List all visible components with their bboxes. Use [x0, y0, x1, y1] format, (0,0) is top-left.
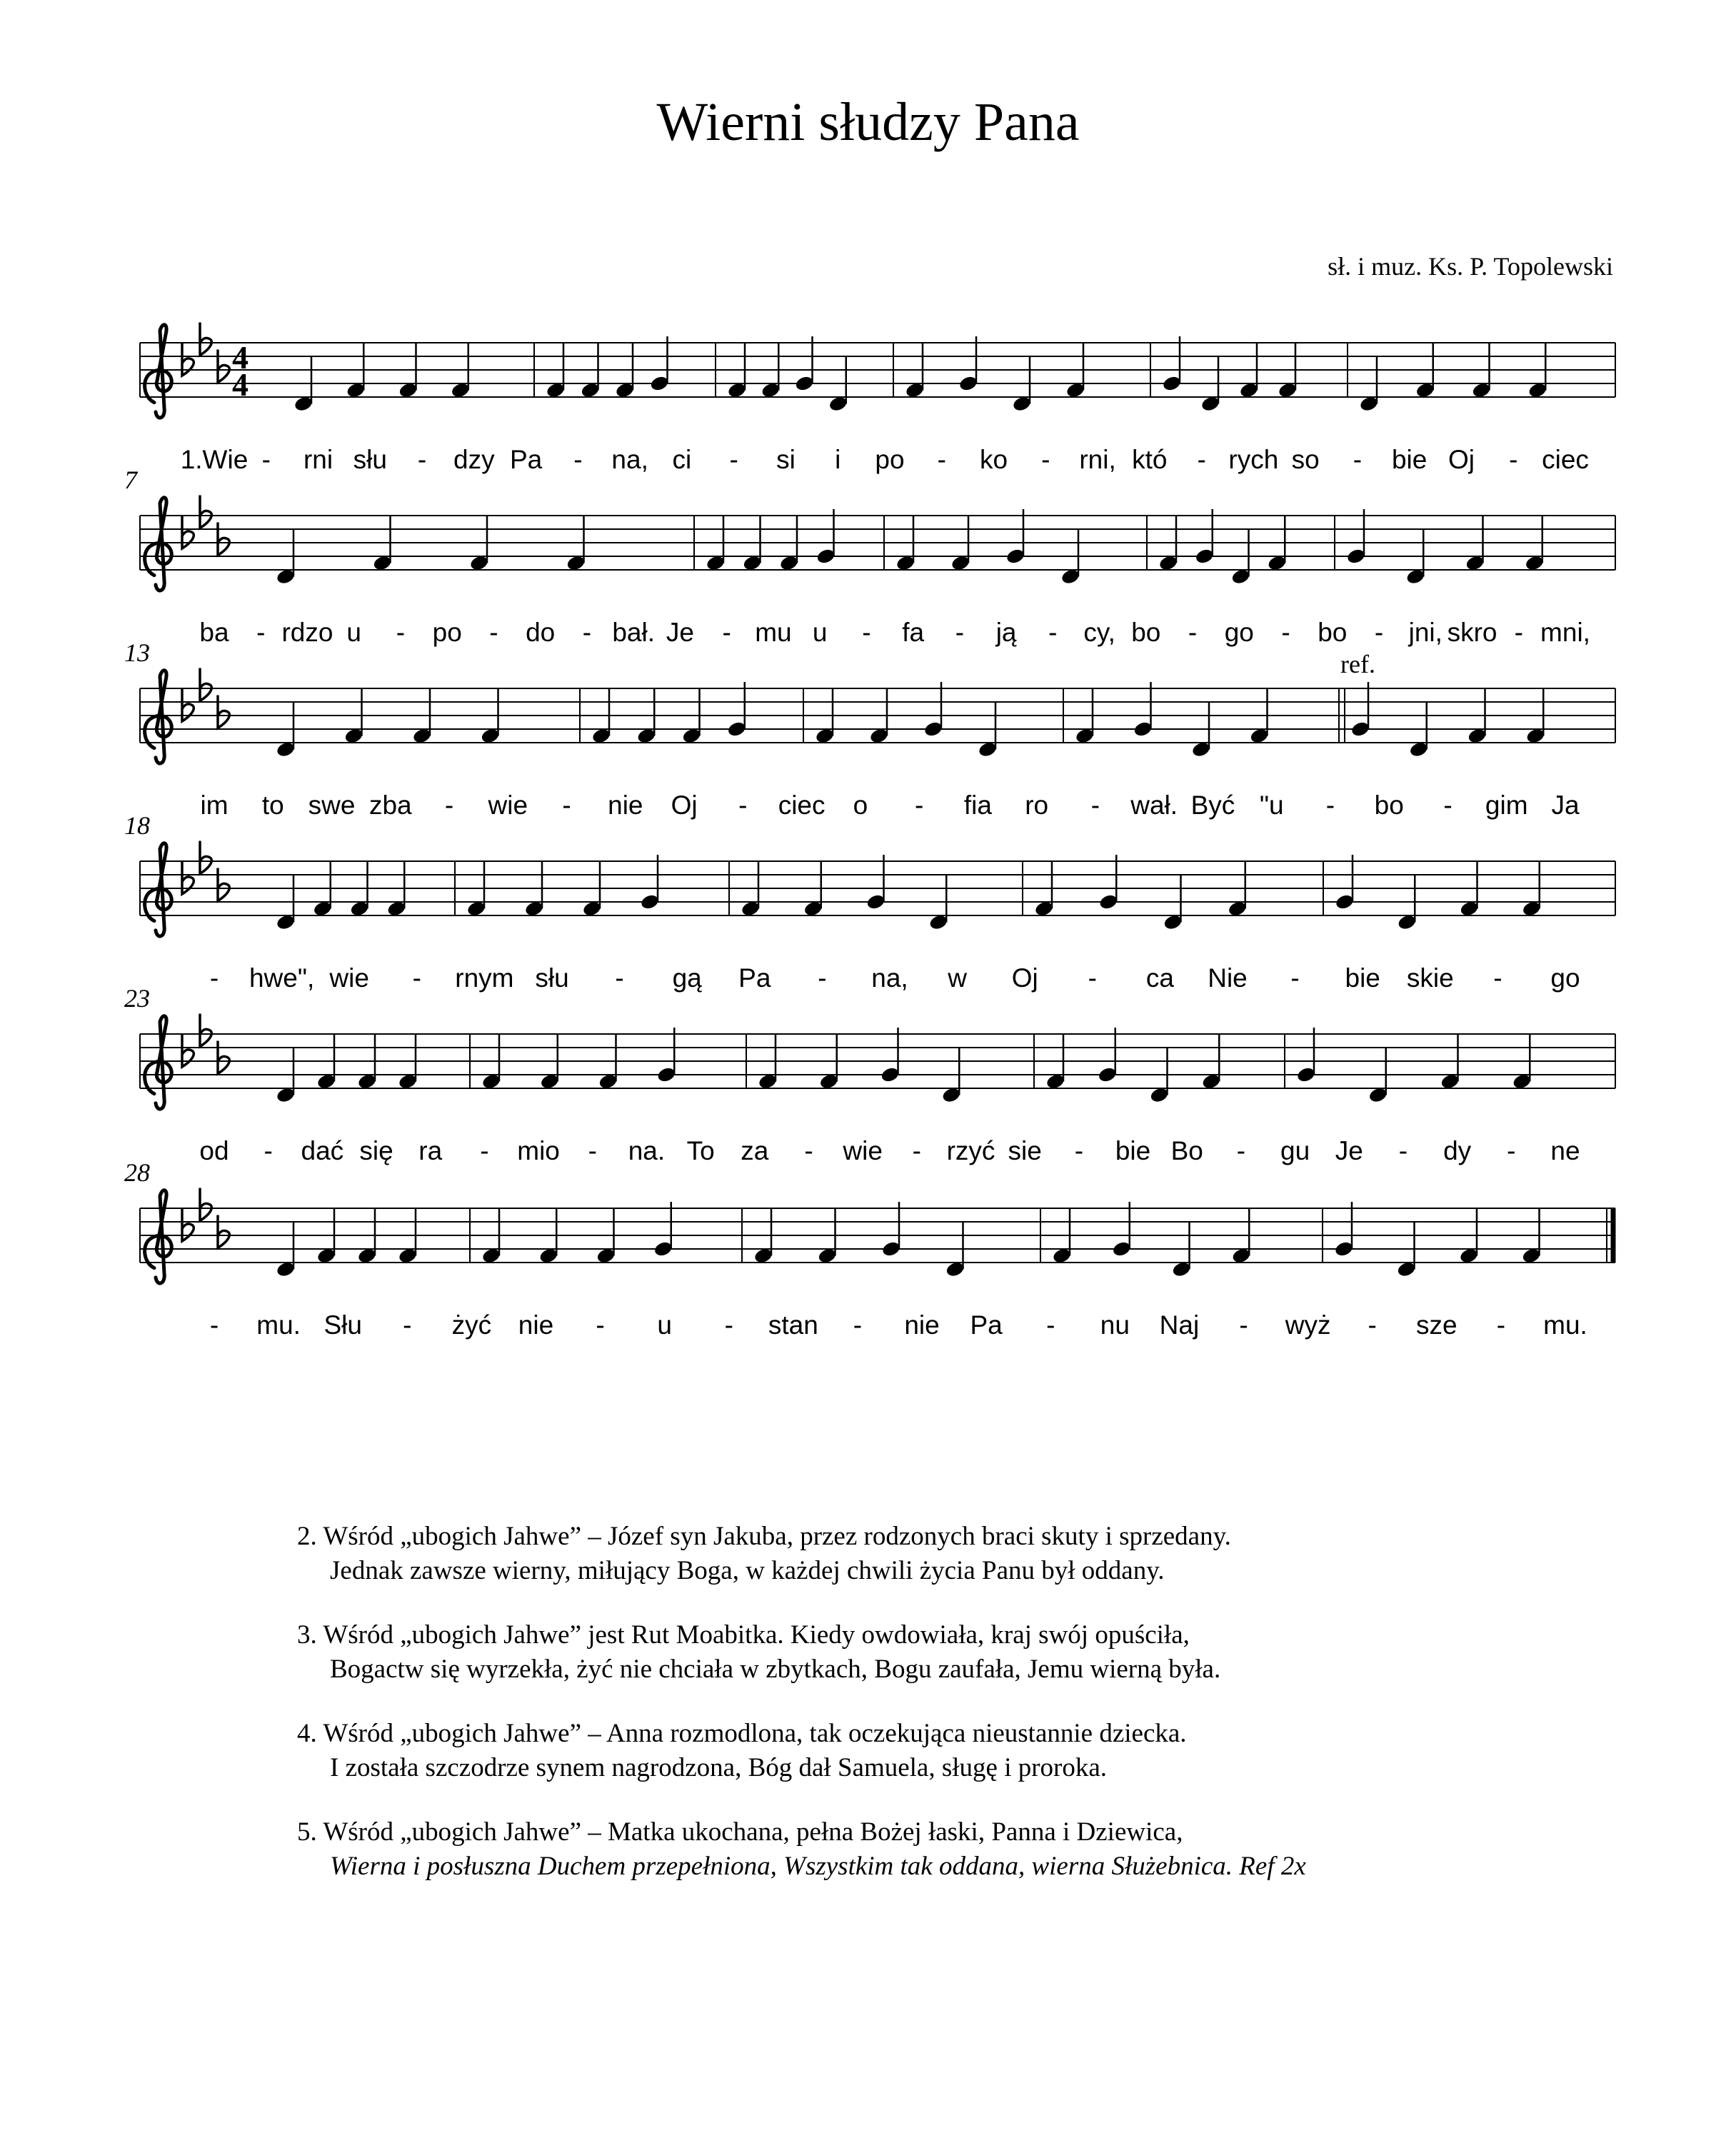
- lyric-syllable: -: [1398, 1136, 1408, 1165]
- verses-block: [297, 1520, 1306, 1914]
- flat-icon: [200, 496, 211, 528]
- flat-icon: [200, 668, 211, 701]
- flat-icon: [200, 1014, 211, 1047]
- lyric-syllable: -: [412, 963, 421, 993]
- lyric-syllable: skie: [1406, 963, 1454, 993]
- lyric-syllable: i: [835, 445, 841, 474]
- lyric-syllable: -: [729, 445, 738, 474]
- lyric-syllable: mu.: [256, 1310, 301, 1340]
- lyric-syllable: -: [1496, 1310, 1506, 1340]
- lyric-syllable: od: [199, 1136, 229, 1165]
- lyric-syllable: -: [1353, 445, 1363, 474]
- lyric-syllable: mu.: [1543, 1310, 1587, 1340]
- lyric-syllable: bie: [1391, 445, 1428, 474]
- lyric-syllable: -: [1493, 963, 1502, 993]
- lyric-syllable: na.: [628, 1136, 666, 1165]
- lyric-syllable: u: [657, 1310, 672, 1340]
- lyric-syllable: wyż: [1285, 1310, 1331, 1340]
- lyric-syllable: skro: [1447, 618, 1497, 647]
- lyric-syllable: -: [912, 1136, 922, 1165]
- lyric-syllable: Bo: [1170, 1136, 1203, 1165]
- lyric-syllable: u: [346, 618, 362, 647]
- lyric-syllable: -: [853, 1310, 863, 1340]
- lyric-syllable: -: [1290, 963, 1300, 993]
- lyric-syllable: -: [596, 1310, 605, 1340]
- refrain-label: ref.: [1340, 650, 1375, 678]
- lyric-syllable: -: [209, 1310, 219, 1340]
- flat-icon: [182, 1208, 194, 1241]
- lyric-syllable: Pa: [970, 1310, 1003, 1340]
- lyric-syllable: bo: [1374, 791, 1404, 820]
- lyric-syllable: -: [1443, 791, 1452, 820]
- lyric-syllable: dać: [301, 1136, 344, 1165]
- lyric-syllable: bie: [1345, 963, 1380, 993]
- flat-icon: [200, 1188, 211, 1221]
- author-credit: sł. i muz. Ks. P. Topolewski: [1328, 252, 1613, 281]
- lyric-syllable: rych: [1228, 445, 1279, 474]
- treble-clef-icon: [145, 325, 172, 418]
- lyric-syllable: ca: [1145, 963, 1174, 993]
- lyric-syllable: któ: [1132, 445, 1168, 474]
- lyric-syllable: mio: [517, 1136, 560, 1165]
- lyric-syllable: wie: [488, 791, 528, 820]
- lyric-syllable: -: [914, 791, 924, 820]
- flat-icon: [182, 343, 194, 376]
- lyric-syllable: zba: [368, 791, 412, 820]
- lyric-syllable: rni: [303, 445, 333, 474]
- time-signature-numerator: 4: [232, 339, 249, 376]
- lyric-syllable: gu: [1280, 1136, 1310, 1165]
- lyric-syllable: -: [396, 618, 406, 647]
- lyric-syllable: gą: [672, 963, 702, 993]
- lyric-syllable: wie: [329, 963, 369, 993]
- lyric-syllable: -: [722, 618, 731, 647]
- verse-line: 2. Wśród „ubogich Jahwe” – Józef syn Jakuba, przez rodzonych braci skuty i sprzedany.: [297, 1522, 1231, 1551]
- lyric-syllable: im: [200, 791, 229, 820]
- lyric-syllable: -: [264, 1136, 273, 1165]
- verse: [297, 1618, 1306, 1687]
- lyric-syllable: Je: [1335, 1136, 1363, 1165]
- flat-icon: [218, 523, 229, 556]
- lyric-syllable: -: [955, 618, 965, 647]
- lyric-syllable: bo: [1131, 618, 1161, 647]
- lyric-syllable: na,: [871, 963, 908, 993]
- lyric-syllable: za: [741, 1136, 769, 1165]
- lyric-syllable: ro: [1025, 791, 1049, 820]
- lyric-syllable: -: [489, 618, 498, 647]
- lyric-syllable: Pa: [738, 963, 771, 993]
- measure-number: 23: [124, 984, 150, 1013]
- lyric-syllable: -: [480, 1136, 489, 1165]
- lyric-syllable: -: [1507, 1136, 1516, 1165]
- lyric-syllable: -: [417, 445, 427, 474]
- lyric-syllable: w: [948, 963, 967, 993]
- flat-icon: [218, 1041, 229, 1074]
- lyric-syllable: Nie: [1208, 963, 1248, 993]
- lyric-syllable: Słu: [323, 1310, 362, 1340]
- lyric-syllable: mni,: [1540, 618, 1590, 647]
- lyric-syllable: Ja: [1551, 791, 1580, 820]
- verse-line: Bogactw się wyrzekła, żyć nie chciała w zbytkach, Bogu zaufała, Jemu wierną była.: [330, 1655, 1221, 1684]
- lyric-syllable: nu: [1100, 1310, 1130, 1340]
- lyric-syllable: -: [615, 963, 624, 993]
- lyric-syllable: -: [1236, 1136, 1246, 1165]
- lyric-syllable: u: [812, 618, 828, 647]
- lyric-syllable: -: [261, 445, 271, 474]
- lyric-syllable: rni,: [1079, 445, 1116, 474]
- lyric-syllable: ją: [995, 618, 1017, 647]
- lyric-syllable: nie: [608, 791, 643, 820]
- lyric-syllable: -: [818, 963, 827, 993]
- lyric-syllable: -: [1374, 618, 1384, 647]
- lyric-syllable: -: [1368, 1310, 1377, 1340]
- lyric-syllable: rzyć: [946, 1136, 995, 1165]
- flat-icon: [218, 1215, 229, 1248]
- lyric-syllable: cy,: [1083, 618, 1115, 647]
- lyric-syllable: -: [582, 618, 592, 647]
- lyric-syllable: to: [261, 791, 284, 820]
- flat-icon: [218, 696, 229, 728]
- flat-icon: [218, 868, 229, 901]
- verse-line: Wierna i posłuszna Duchem przepełniona, Wszystkim tak oddana, wierna Służebnica. Ref 2x: [330, 1852, 1306, 1881]
- lyric-syllable: To: [686, 1136, 715, 1165]
- verse-line: 5. Wśród „ubogich Jahwe” – Matka ukochana, pełna Bożej łaski, Panna i Dziewica,: [297, 1817, 1183, 1847]
- treble-clef-icon: [145, 498, 172, 591]
- lyric-syllable: go: [1550, 963, 1580, 993]
- lyric-syllable: -: [1074, 1136, 1084, 1165]
- lyric-syllable: -: [1281, 618, 1290, 647]
- lyric-syllable: -: [209, 963, 219, 993]
- lyric-syllable: Oj: [1011, 963, 1038, 993]
- lyric-syllable: -: [573, 445, 583, 474]
- verse-line: 3. Wśród „ubogich Jahwe” jest Rut Moabitka. Kiedy owdowiała, kraj swój opuściła,: [297, 1620, 1190, 1650]
- lyric-syllable: swe: [308, 791, 356, 820]
- lyric-syllable: Oj: [671, 791, 698, 820]
- lyric-syllable: bie: [1115, 1136, 1151, 1165]
- measure-number: 28: [124, 1158, 150, 1187]
- lyric-syllable: słu: [353, 445, 387, 474]
- lyric-syllable: gim: [1485, 791, 1528, 820]
- flat-icon: [218, 350, 229, 383]
- lyric-syllable: sze: [1416, 1310, 1457, 1340]
- lyric-syllable: -: [1509, 445, 1518, 474]
- lyric-syllable: bo: [1318, 618, 1348, 647]
- lyric-syllable: Je: [666, 618, 694, 647]
- measure-number: 18: [124, 811, 150, 840]
- treble-clef-icon: [145, 1016, 172, 1109]
- treble-clef-icon: [145, 1190, 172, 1283]
- lyric-syllable: dzy: [453, 445, 495, 474]
- lyric-syllable: rdzo: [281, 618, 333, 647]
- lyric-syllable: -: [1188, 618, 1198, 647]
- lyric-syllable: -: [588, 1136, 597, 1165]
- lyric-syllable: -: [937, 445, 946, 474]
- verse: [297, 1815, 1306, 1884]
- lyric-syllable: wie: [843, 1136, 883, 1165]
- lyric-syllable: -: [1041, 445, 1050, 474]
- lyric-syllable: -: [804, 1136, 813, 1165]
- lyric-syllable: -: [1046, 1310, 1055, 1340]
- lyric-syllable: ba: [199, 618, 229, 647]
- lyric-syllable: 1.Wie: [180, 445, 249, 474]
- lyric-syllable: po: [875, 445, 905, 474]
- lyric-syllable: stan: [768, 1310, 818, 1340]
- lyric-syllable: na,: [611, 445, 648, 474]
- lyric-syllable: słu: [535, 963, 569, 993]
- lyric-syllable: mu: [755, 618, 792, 647]
- lyric-syllable: -: [738, 791, 748, 820]
- lyric-syllable: fia: [963, 791, 992, 820]
- lyric-syllable: "u: [1259, 791, 1284, 820]
- lyric-syllable: żyć: [451, 1310, 492, 1340]
- lyric-syllable: się: [359, 1136, 393, 1165]
- lyric-syllable: o: [853, 791, 868, 820]
- lyric-syllable: ci: [672, 445, 692, 474]
- lyric-syllable: si: [776, 445, 796, 474]
- lyric-syllable: nie: [904, 1310, 940, 1340]
- lyric-syllable: ne: [1550, 1136, 1580, 1165]
- lyric-syllable: so: [1291, 445, 1320, 474]
- lyric-syllable: -: [724, 1310, 733, 1340]
- lyric-syllable: -: [1197, 445, 1206, 474]
- lyric-syllable: jni,: [1408, 618, 1443, 647]
- lyric-syllable: do: [526, 618, 556, 647]
- lyric-syllable: Pa: [509, 445, 543, 474]
- verse-line: I została szczodrze synem nagrodzona, Bóg dał Samuela, sługę i proroka.: [330, 1753, 1108, 1782]
- flat-icon: [182, 1034, 194, 1067]
- verse: [297, 1717, 1306, 1785]
- lyric-syllable: fa: [902, 618, 925, 647]
- lyric-syllable: ra: [418, 1136, 443, 1165]
- lyric-syllable: -: [1514, 618, 1523, 647]
- flat-icon: [182, 516, 194, 548]
- flat-icon: [200, 841, 211, 874]
- lyric-syllable: sie: [1008, 1136, 1042, 1165]
- lyric-syllable: ciec: [778, 791, 826, 820]
- lyric-syllable: bał.: [612, 618, 656, 647]
- measure-number: 13: [124, 638, 150, 667]
- lyric-syllable: -: [444, 791, 454, 820]
- verse-line: 4. Wśród „ubogich Jahwe” – Anna rozmodlona, tak oczekująca nieustannie dziecka.: [297, 1719, 1187, 1748]
- treble-clef-icon: [145, 843, 172, 936]
- time-signature-denominator: 4: [232, 366, 249, 403]
- lyric-syllable: -: [1239, 1310, 1248, 1340]
- lyric-syllable: -: [562, 791, 571, 820]
- lyric-syllable: -: [1090, 791, 1100, 820]
- flat-icon: [200, 323, 211, 356]
- song-title: Wierni słudzy Pana: [656, 92, 1080, 152]
- lyric-syllable: -: [1088, 963, 1097, 993]
- lyric-syllable: Być: [1190, 791, 1235, 820]
- lyric-syllable: Oj: [1447, 445, 1475, 474]
- flat-icon: [182, 688, 194, 721]
- lyric-syllable: dy: [1443, 1136, 1472, 1165]
- lyric-syllable: -: [1325, 791, 1335, 820]
- lyric-syllable: -: [862, 618, 871, 647]
- lyric-syllable: -: [1048, 618, 1058, 647]
- verse-line: Jednak zawsze wierny, miłujący Boga, w każdej chwili życia Panu był oddany.: [330, 1556, 1165, 1585]
- lyric-syllable: po: [432, 618, 462, 647]
- lyric-syllable: nie: [518, 1310, 554, 1340]
- lyric-syllable: go: [1224, 618, 1254, 647]
- lyric-syllable: hwe",: [249, 963, 315, 993]
- verse: [297, 1520, 1306, 1588]
- flat-icon: [182, 861, 194, 894]
- lyric-syllable: ko: [979, 445, 1008, 474]
- lyric-syllable: -: [403, 1310, 412, 1340]
- lyric-syllable: -: [256, 618, 266, 647]
- treble-clef-icon: [145, 671, 172, 763]
- lyric-syllable: ciec: [1542, 445, 1589, 474]
- measure-number: 7: [124, 466, 137, 494]
- lyric-syllable: rnym: [455, 963, 514, 993]
- lyric-syllable: Naj: [1159, 1310, 1200, 1340]
- lyric-syllable: wał.: [1130, 791, 1178, 820]
